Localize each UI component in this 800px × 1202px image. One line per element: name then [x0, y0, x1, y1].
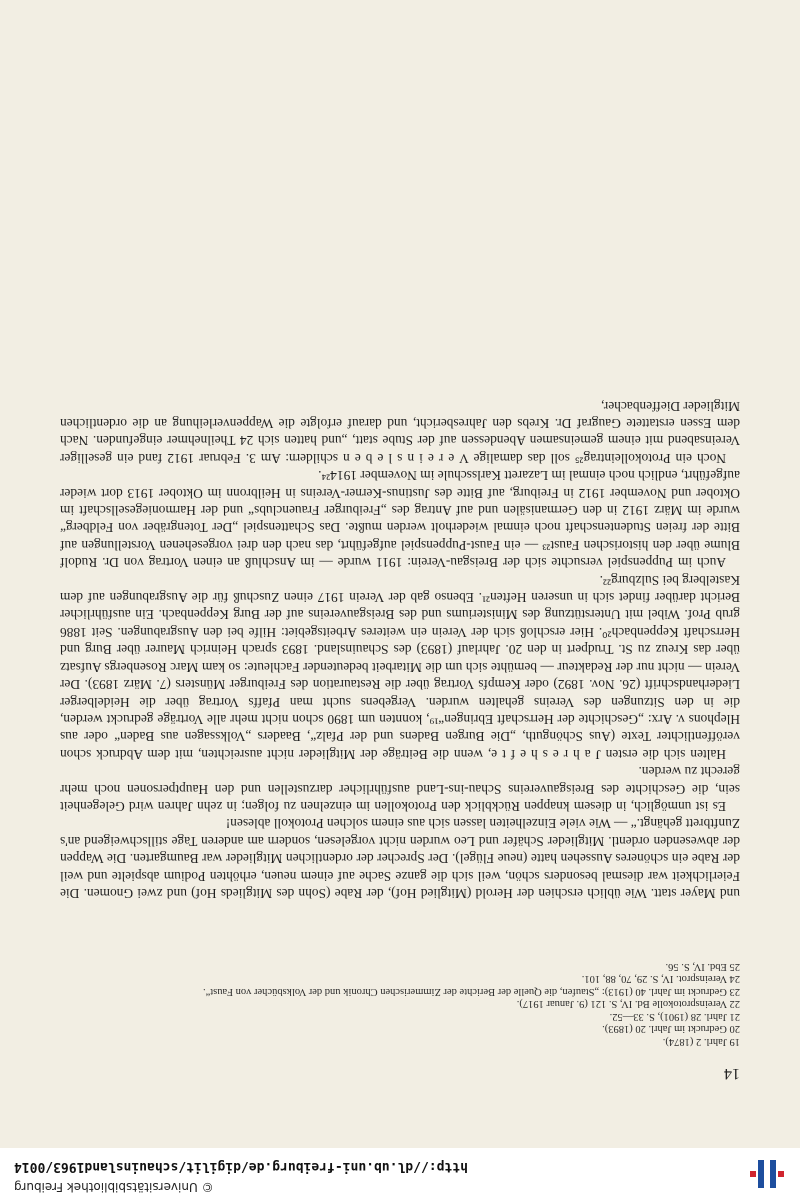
copyright-notice: © Universitätsbibliothek Freiburg — [14, 1180, 214, 1194]
page-number: 14 — [724, 1065, 740, 1082]
paragraph: Es ist unmöglich, in diesem knappen Rückblick den Protokollen im einzelnen zu folgen; in zehn Jahren wird Gelegenheit sein, die Geschichte des Breisgauvereins Schau-ins-Land ausführlicher darzustellen und den Hauptpersonen noch mehr gerecht zu werden. — [60, 764, 740, 814]
paragraph: Auch im Puppenspiel versuchte sich der Breisgau-Verein: 1911 wurde — im Anschluß an einen Vortrag von Dr. Rudolf Blume über den historischen Faust²³ — ein Faust-Puppenspiel aufgeführt, das nach den drei vorgesehenen Vorstellungen auf Bitte der freien Studentenschaft noch einmal wiederholt werden mußte. Das Schattenspiel „Der Totengräber von Feldberg“ wurde im März 1912 in den Germanisälen und auf Antrag des „Freiburger Frauenclubs“ und der Harmoniegesellschaft im Oktober und November 1912 in Freiburg, auf Bitte des Justinus-Kerner-Vereins in Heilbronn im Oktober 1913 dort wieder aufgeführt, endlich noch einmal im Lazarett Karlsschule im November 1914²⁴. — [60, 468, 740, 571]
footnote: 23 Gedruckt im Jahrl. 40 (1913): „Staufen, die Quelle der Berichte der Zimmerischen Chronik und der Volksbücher von Faust“. — [202, 986, 740, 997]
paragraph: und Mayer statt. Wie üblich erschien der Herold (Mitglied Hof), der Rabe (Sohn des Mitglieds Hof) und zwei Gnomen. Die Feierlichkeit war diesmal besonders schön, weil sich die ganze Sache auf einem neuen, erhöhten Podium abspielte und weil der Rabe ein schöneres Aussehen hatte (neue Flügel). Der Sprecher der ordentlichen Mitglieder war Baumgarten. Die Wappen der abwesenden ordentl. Mitglieder Schäfer und Leo wurden nicht vorgelesen, sondern am anderen Tage stillschweigend an's Zunftbrett gehängt.“ — Wie viele Einzelheiten lassen sich aus einem solchen Protokoll ablesen! — [60, 816, 740, 901]
footnote: 24 Vereinsprot. IV, S. 29, 70, 88, 101. — [581, 973, 740, 985]
body-text — [60, 62, 740, 902]
footnote: 21 Jahrl. 28 (1901), S. 33—52. — [609, 1011, 740, 1022]
document-url[interactable]: http://dl.ub.uni-freiburg.de/digilit/schauinsland1963/0014 — [14, 1159, 468, 1174]
paragraph: Halten sich die ersten J a h r e s h e f t e, wenn die Beiträge der Mitglieder nicht ausreichten, mit dem Abdruck schon veröffentlichter Texte (Aus Schönguth, „Die Burgen Badens und der Pfalz“, Baaders „Volkssagen aus Baden“ oder aus Hlephons v. Arx: „Geschichte der Herrschaft Ebringen“¹⁹, konnten um 1890 schon nicht mehr alle Vorträge gedruckt werden, die in den Sitzungen des Vereins gehalten wurden. Vergebens sucht man Pfaffs Vortrag über die Heidelberger Liederhandschrift (26. Nov. 1892) oder Kempfs Vortrag über die Restauration des Freiburger Münsters (7. März 1893). Der Verein — nicht nur der Redakteur — bemühte sich um die Mitarbeit bedeutender Fachleute: so kam Marc Rosenbergs Aufsatz über das Kreuz zu St. Trudpert in den 20. Jahrlauf (1893) des Schauinsland. 1893 sprach Heinrich Maurer über Burg und Herrschaft Keppenbach²⁰. Hier erschloß sich der Verein ein weiteres Arbeitsgebiet: Hilfe bei den Ausgrabungen. Seit 1886 grub Prof. Wibel mit Unterstützung des Ministeriums und des Breisgauvereins auf der Burg Keppenbach. Ein ausführlicher Bericht darüber findet sich in unseren Heften²¹. Ebenso gab der Verein 1917 einen Zuschuß für die Ausgrabungen auf dem Kastelberg bei Sulzburg²². — [60, 572, 740, 762]
footnote: 20 Gedruckt im Jahrl. 20 (1893). — [602, 1023, 740, 1035]
footnote: 19 Jahrl. 2 (1874). — [662, 1036, 740, 1047]
paragraph: Noch ein Protokolleintrag²⁵ soll das damalige V e r e i n s l e b e n schildern: Am 3. Februar 1912 fand ein geselliger Vereinsabend mit einem gemeinsamen Abendessen auf der Stube statt, „und hatten sich 24 Theilnehmer eingefunden. Nach dem Essen erstattete Gaugraf Dr. Krebs den Jahresbericht, und darauf erfolgte die Wappenverleihung an die ordentlichen Mitglieder Dieffenbacher, — [60, 398, 740, 466]
footnotes — [60, 960, 740, 1048]
viewer-header — [0, 1147, 800, 1202]
footnote: 25 Ebd. IV, S. 56. — [665, 961, 740, 972]
footnote: 22 Vereinsprotokolle Bd. IV, S. 121 (9. Januar 1917). — [516, 998, 740, 1010]
library-logo — [746, 1154, 786, 1194]
